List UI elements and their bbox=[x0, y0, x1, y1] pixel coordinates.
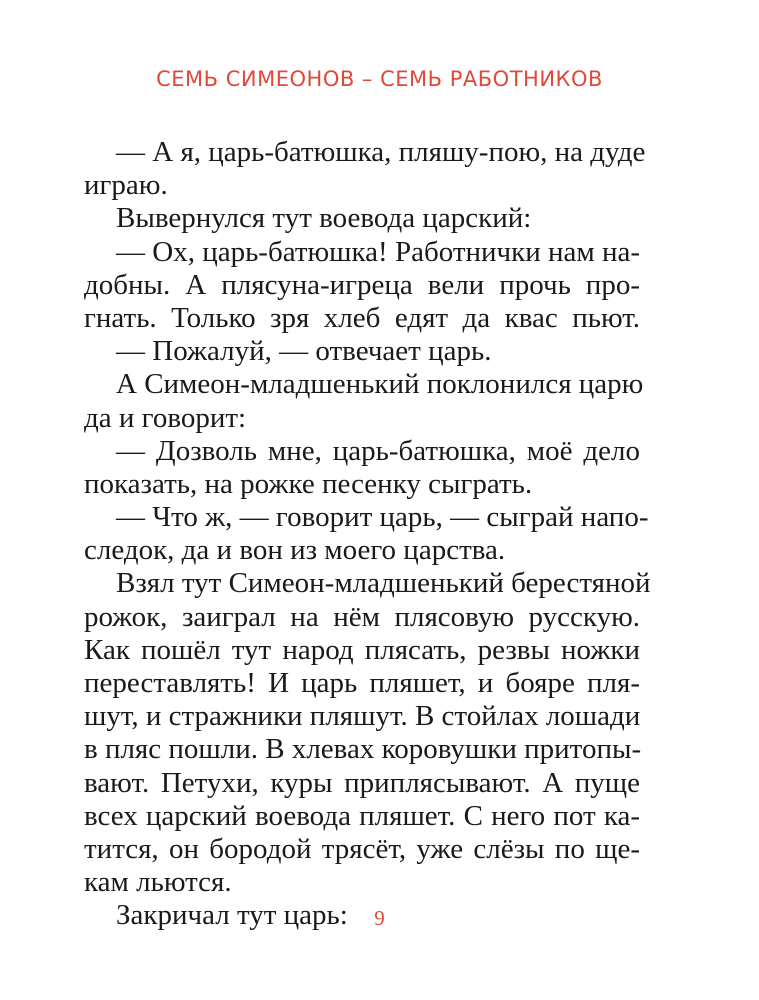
text-line: кам льются. bbox=[84, 866, 232, 899]
text-line: Закричал тут царь: bbox=[116, 899, 348, 932]
text-line: — Дозволь мне, царь-батюшка, моё дело bbox=[116, 434, 640, 467]
text-line: тится, он бородой трясёт, уже слёзы по ще- bbox=[84, 832, 640, 865]
text-line: вают. Петухи, куры приплясывают. А пуще bbox=[84, 766, 640, 799]
text-line: показать, на рожке песенку сыграть. bbox=[84, 467, 533, 500]
text-line: А Симеон-младшенький поклонился царю bbox=[116, 368, 644, 401]
running-header-title: СЕМЬ СИМЕОНОВ – СЕМЬ РАБОТНИКОВ bbox=[156, 67, 603, 91]
text-line: — А я, царь-батюшка, пляшу-пою, на дуде bbox=[116, 136, 646, 168]
text-line: Как пошёл тут народ плясать, резвы ножки bbox=[84, 633, 640, 666]
text-line: да и говорит: bbox=[84, 401, 247, 434]
text-line: — Ох, царь-батюшка! Работнички нам на- bbox=[116, 235, 641, 268]
text-line: шут, и стражники пляшут. В стойлах лошади bbox=[84, 700, 641, 733]
text-line: гнать. Только зря хлеб едят да квас пьют. bbox=[84, 301, 640, 334]
text-line: Взял тут Симеон-младшенький берестяной bbox=[116, 567, 651, 600]
text-line: Вывернулся тут воевода царский: bbox=[116, 202, 532, 235]
text-line: рожок, заиграл на нём плясовую русскую. bbox=[84, 600, 640, 633]
text-line: следок, да и вон из моего царства. bbox=[84, 534, 506, 567]
body-text bbox=[84, 136, 651, 933]
text-line: переставлять! И царь пляшет, и бояре пля- bbox=[84, 667, 640, 699]
text-line: — Пожалуй, — отвечает царь. bbox=[116, 335, 492, 368]
text-line: — Что ж, — говорит царь, — сыграй напо- bbox=[116, 501, 649, 534]
text-line: добны. А плясуна-игреца вели прочь про- bbox=[84, 268, 640, 301]
text-line: всех царский воевода пляшет. С него пот ка- bbox=[84, 799, 640, 832]
text-line: в пляс пошли. В хлевах коровушки притопы- bbox=[84, 733, 642, 766]
page-number: 9 bbox=[374, 906, 385, 930]
text-line: играю. bbox=[84, 169, 168, 202]
